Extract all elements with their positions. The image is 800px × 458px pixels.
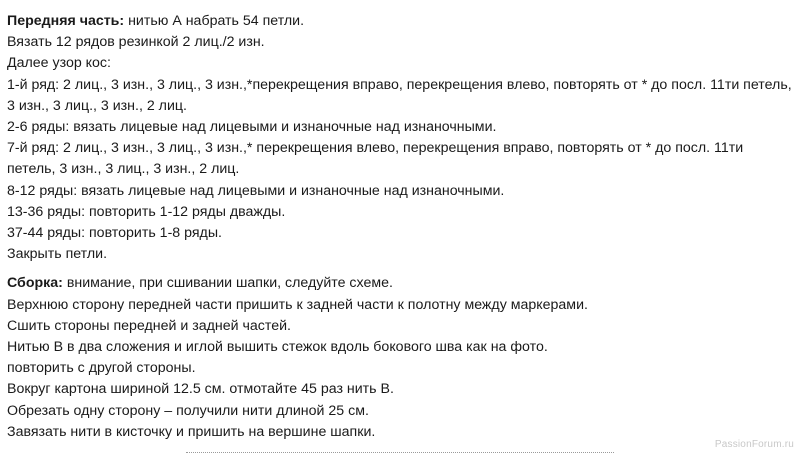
front-line-8: 37-44 ряды: повторить 1-8 ряды.	[7, 225, 222, 242]
assembly-heading: Сборка:	[7, 275, 63, 292]
assembly-line-2: Сшить стороны передней и задней частей.	[7, 317, 291, 334]
front-line-7: 13-36 ряды: повторить 1-12 ряды дважды.	[7, 203, 286, 220]
front-heading: Передняя часть:	[7, 13, 125, 29]
front-line-9: Закрыть петли.	[7, 246, 108, 263]
front-line-6: 8-12 ряды: вязать лицевые над лицевыми и изнаночные над изнаночными.	[7, 182, 505, 199]
assembly-line-6: Обрезать одну сторону – получили нити длиной 25 см.	[7, 402, 369, 419]
front-line-1: Вязать 12 рядов резинкой 2 лиц./2 изн.	[7, 34, 265, 51]
assembly-heading-rest: внимание, при сшивании шапки, следуйте схеме.	[62, 275, 393, 292]
front-heading-line	[7, 11, 793, 32]
assembly-line-5: Вокруг картона шириной 12.5 см. отмотайте 45 раз нить В.	[7, 381, 394, 398]
front-line-3: 1-й ряд: 2 лиц., 3 изн., 3 лиц., 3 изн.,*перекрещения вправо, перекрещения влево, повторять от * до посл. 11ти петель, 3 изн., 3 лиц., 3 изн., 2 лиц.	[7, 76, 792, 114]
front-line-4: 2-6 ряды: вязать лицевые над лицевыми и изнаночные над изнаночными.	[7, 119, 497, 136]
instructions-document	[7, 11, 793, 443]
assembly-line-1: Верхнюю сторону передней части пришить к задней части к полотну между маркерами.	[7, 296, 588, 313]
front-line-2: Далее узор кос:	[7, 55, 111, 72]
front-heading-rest: нитью А набрать 54 петли.	[124, 13, 305, 29]
assembly-heading-line	[7, 273, 793, 294]
assembly-line-7: Завязать нити в кисточку и пришить на вершине шапки.	[7, 423, 376, 440]
assembly-line-3: Нитью В в два сложения и иглой вышить стежок вдоль бокового шва как на фото.	[7, 339, 548, 356]
front-line-5: 7-й ряд: 2 лиц., 3 изн., 3 лиц., 3 изн.,* перекрещения влево, перекрещения вправо, повторять от * до посл. 11ти петель, 3 изн., 3 лиц., 3 изн., 2 лиц.	[7, 140, 744, 178]
assembly-line-4: повторить с другой стороны.	[7, 360, 196, 377]
dotted-divider	[186, 452, 614, 453]
section-gap	[7, 265, 793, 273]
watermark: PassionForum.ru	[714, 439, 794, 450]
